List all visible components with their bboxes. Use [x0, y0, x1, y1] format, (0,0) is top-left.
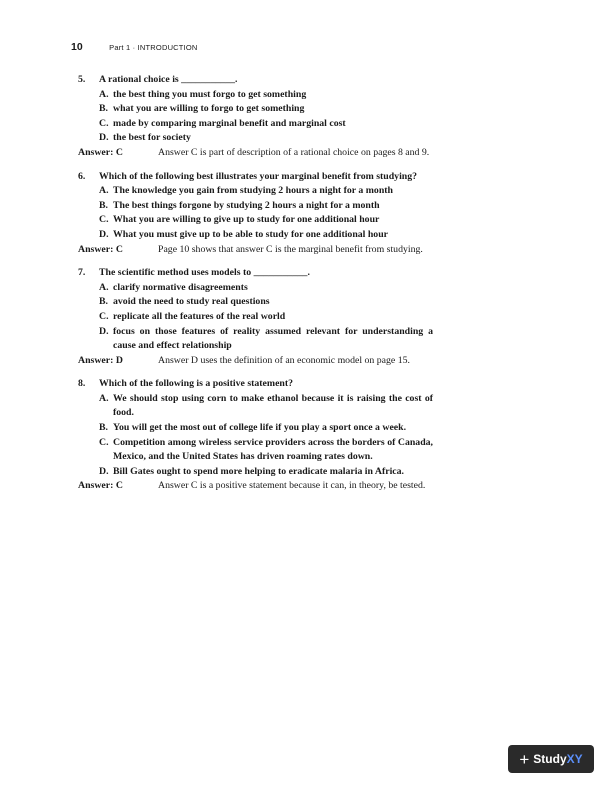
option-d [78, 325, 433, 354]
option-text: what you are willing to forgo to get something [113, 103, 305, 115]
option-letter: C. [99, 436, 109, 448]
answer-label: Answer: C [78, 480, 123, 492]
option-text: We should stop using corn to make ethanol because it is raising the cost of food. [113, 392, 433, 419]
answer-row [78, 354, 433, 369]
question-number: 5. [78, 74, 86, 85]
question-6 [78, 170, 433, 258]
question-list [78, 73, 433, 503]
option-text: clarify normative disagreements [113, 281, 248, 293]
question-text: The scientific method uses models to ___________. [99, 267, 310, 279]
option-letter: A. [99, 392, 109, 404]
question-7 [78, 266, 433, 368]
option-text: the best for society [113, 132, 191, 144]
option-letter: D. [99, 228, 109, 240]
option-list [78, 88, 433, 146]
option-list [78, 184, 433, 242]
option-text: avoid the need to study real questions [113, 296, 270, 308]
question-5 [78, 73, 433, 161]
answer-explanation: Answer C is part of description of a rational choice on pages 8 and 9. [158, 146, 430, 158]
option-b [78, 199, 433, 214]
question-number: 7. [78, 267, 86, 279]
option-a [78, 184, 433, 199]
option-a [78, 281, 433, 296]
answer-explanation: Answer D uses the definition of an economic model on page 15. [158, 354, 410, 366]
answer-row [78, 146, 433, 161]
option-text: the best thing you must forgo to get something [113, 88, 307, 100]
option-text: Bill Gates ought to spend more helping to eradicate malaria in Africa. [113, 465, 404, 477]
option-b [78, 102, 433, 117]
option-b [78, 295, 433, 310]
option-text: Competition among wireless service providers across the borders of Canada, Mexico, and the United States has driven roaming rates down. [113, 436, 433, 463]
part-label: Part 1 · INTRODUCTION [109, 43, 198, 52]
option-text: The best things forgone by studying 2 hours a night for a month [113, 199, 380, 211]
option-text: replicate all the features of the real world [113, 310, 286, 322]
page-number: 10 [71, 41, 83, 53]
answer-label: Answer: D [78, 354, 123, 366]
studyxy-badge[interactable] [508, 745, 594, 773]
option-text: focus on those features of reality assumed relevant for understanding a cause and effect relationship [113, 325, 433, 352]
option-c [78, 213, 433, 228]
option-letter: A. [99, 88, 109, 100]
answer-label: Answer: C [78, 146, 123, 158]
option-c [78, 310, 433, 325]
option-letter: D. [99, 325, 109, 337]
question-stem [78, 377, 433, 392]
option-letter: B. [99, 296, 108, 308]
option-d [78, 228, 433, 243]
option-letter: A. [99, 281, 109, 293]
option-text: made by comparing marginal benefit and marginal cost [113, 117, 346, 129]
option-letter: C. [99, 117, 109, 129]
question-stem [78, 73, 433, 88]
option-letter: B. [99, 199, 108, 211]
option-letter: B. [99, 422, 108, 434]
option-text: What you are willing to give up to study for one additional hour [113, 214, 380, 226]
option-c [78, 436, 433, 465]
plus-icon: + [519, 749, 530, 769]
option-a [78, 88, 433, 103]
question-8 [78, 377, 433, 494]
question-stem [78, 266, 433, 281]
option-list [78, 281, 433, 354]
question-number: 8. [78, 378, 86, 390]
answer-explanation: Page 10 shows that answer C is the marginal benefit from studying. [158, 243, 423, 255]
question-text: Which of the following is a positive statement? [99, 378, 294, 390]
option-letter: A. [99, 185, 109, 197]
option-text: What you must give up to be able to study for one additional hour [113, 228, 388, 240]
option-letter: C. [99, 310, 109, 322]
option-a [78, 392, 433, 421]
brand-main: Study [533, 752, 567, 766]
answer-explanation: Answer C is a positive statement because it can, in theory, be tested. [158, 480, 426, 492]
option-text: The knowledge you gain from studying 2 hours a night for a month [113, 185, 393, 197]
page-header [71, 37, 198, 55]
option-letter: C. [99, 214, 109, 226]
option-d [78, 131, 433, 146]
option-list [78, 392, 433, 480]
option-d [78, 465, 433, 480]
question-text: Which of the following best illustrates your marginal benefit from studying? [99, 170, 418, 182]
brand-accent: XY [566, 752, 583, 766]
question-number: 6. [78, 170, 86, 182]
option-b [78, 421, 433, 436]
option-letter: D. [99, 132, 109, 144]
answer-row [78, 243, 433, 258]
option-letter: B. [99, 103, 108, 115]
question-text: A rational choice is ___________. [99, 74, 238, 85]
option-text: You will get the most out of college life if you play a sport once a week. [113, 422, 407, 434]
question-stem [78, 170, 433, 185]
option-c [78, 117, 433, 132]
answer-row [78, 479, 433, 494]
option-letter: D. [99, 465, 109, 477]
answer-label: Answer: C [78, 243, 123, 255]
